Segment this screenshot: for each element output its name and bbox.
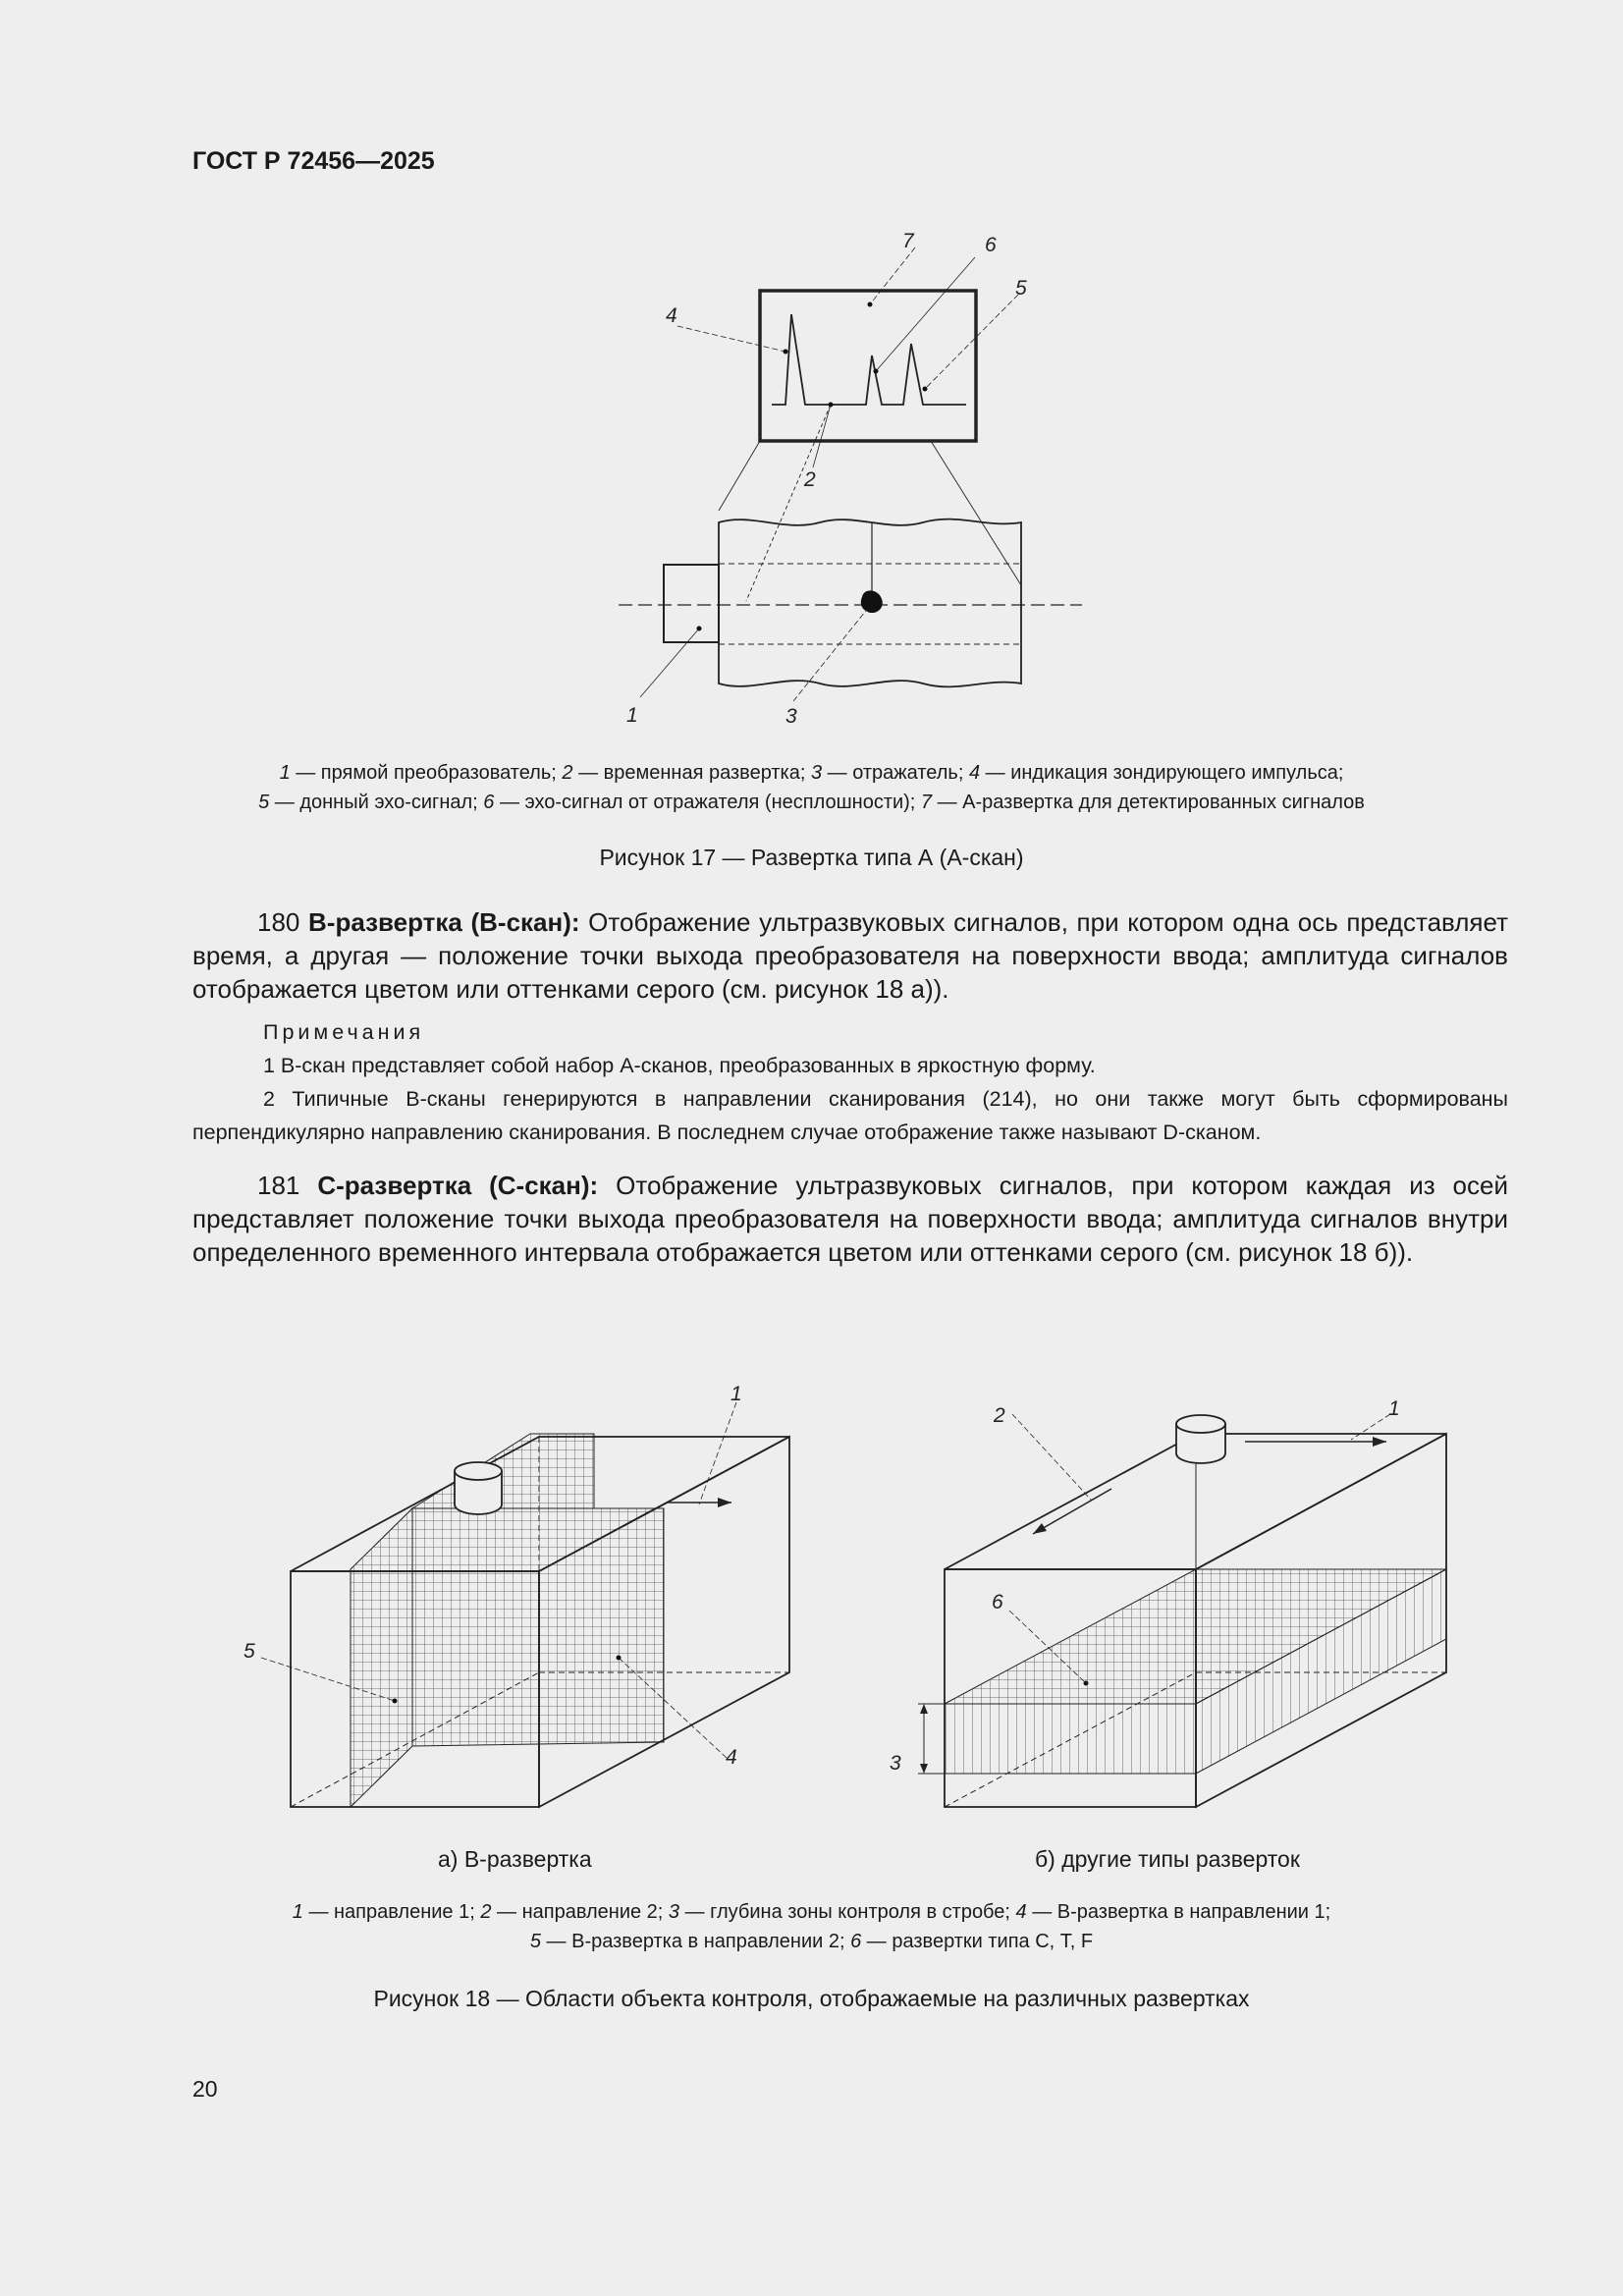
reflector: [861, 590, 883, 613]
fig18b-label-2: 2: [994, 1404, 1005, 1427]
term: В-развертка (В-скан):: [308, 907, 580, 937]
fig18b-label-3: 3: [890, 1752, 901, 1775]
figure-18a-sublabel: а) В-развертка: [438, 1846, 592, 1872]
fig17-label-4: 4: [666, 304, 677, 327]
fig18a-label-4: 4: [726, 1746, 737, 1769]
legend-line: 5 — донный эхо-сигнал; 6 — эхо-сигнал от отражателя (несплошности); 7 — А-развертка для детектированных сигналов: [258, 792, 1365, 813]
a-scan-trace: [772, 314, 966, 405]
page-number: 20: [192, 2076, 218, 2102]
probe: [455, 1462, 502, 1514]
b-scan-plane-direction-2: [351, 1508, 412, 1807]
paragraph-180: 180 В-развертка (В-скан): Отображение ультразвуковых сигналов, при котором одна ось представляет время, а другая — положение точки выхода преобразователя на поверхности ввода; амплитуда сигналов отображается цветом или оттенками серого (см. рисунок 18 а)).: [192, 907, 1508, 1004]
paragraph-181: 181 С-развертка (С-скан): Отображение ультразвуковых сигналов, при котором каждая из осей представляет положение точки выхода преобразователя на поверхности ввода; амплитуда сигналов внутри определенного временного интервала отображается цветом или оттенками серого (см. рисунок 18 б)).: [192, 1171, 1509, 1267]
fig17-label-1: 1: [626, 704, 638, 727]
legend-line: 1 — прямой преобразователь; 2 — временная развертка; 3 — отражатель; 4 — индикация зондирующего импульса;: [279, 762, 1344, 784]
figure-17-caption: Рисунок 17 — Развертка типа А (А-скан): [599, 845, 1024, 870]
figure-18-legend: [157, 1897, 1466, 1956]
b-scan-plane-direction-1: [412, 1508, 664, 1746]
figure-17-legend: [157, 758, 1466, 817]
para-number: 181: [257, 1171, 300, 1200]
figure-18-caption: Рисунок 18 — Области объекта контроля, отображаемые на различных развертках: [373, 1986, 1250, 2011]
figure-18b-sublabel: б) другие типы разверток: [1035, 1846, 1300, 1872]
figure-17-diagram: [589, 216, 1100, 737]
document-header: ГОСТ Р 72456—2025: [192, 147, 435, 175]
legend-line: 5 — В-развертка в направлении 2; 6 — развертки типа С, Т, F: [529, 1931, 1094, 1952]
fig17-label-6: 6: [985, 234, 997, 256]
figure-18b-diagram: [874, 1375, 1463, 1827]
term: С-развертка (С-скан):: [317, 1171, 599, 1200]
notes-heading: Примечания: [263, 1020, 425, 1044]
note-2: 2 Типичные В-сканы генерируются в направлении сканирования (214), но они также могут быть сформированы перпендикулярно направлению сканирования. В последнем случае отображение также называют D-сканом.: [192, 1087, 1508, 1144]
fig18b-label-6: 6: [992, 1591, 1003, 1613]
fig17-label-3: 3: [785, 705, 797, 728]
fig17-label-7: 7: [902, 230, 914, 252]
note-1: 1 В-скан представляет собой набор А-сканов, преобразованных в яркостную форму.: [263, 1054, 1096, 1077]
notes-block: [192, 1015, 1508, 1149]
fig17-label-2: 2: [804, 468, 816, 491]
para-number: 180: [257, 907, 300, 937]
a-scan-screen: [760, 291, 976, 441]
straight-probe: [664, 565, 719, 642]
fig18b-label-1: 1: [1388, 1397, 1400, 1420]
probe: [1176, 1415, 1225, 1463]
fig17-label-5: 5: [1015, 277, 1027, 300]
fig18a-label-1: 1: [730, 1383, 742, 1405]
figure-18a-diagram: [236, 1375, 805, 1827]
fig18a-label-5: 5: [243, 1640, 255, 1663]
legend-line: 1 — направление 1; 2 — направление 2; 3 — глубина зоны контроля в стробе; 4 — В-развертка в направлении 1;: [292, 1901, 1331, 1923]
